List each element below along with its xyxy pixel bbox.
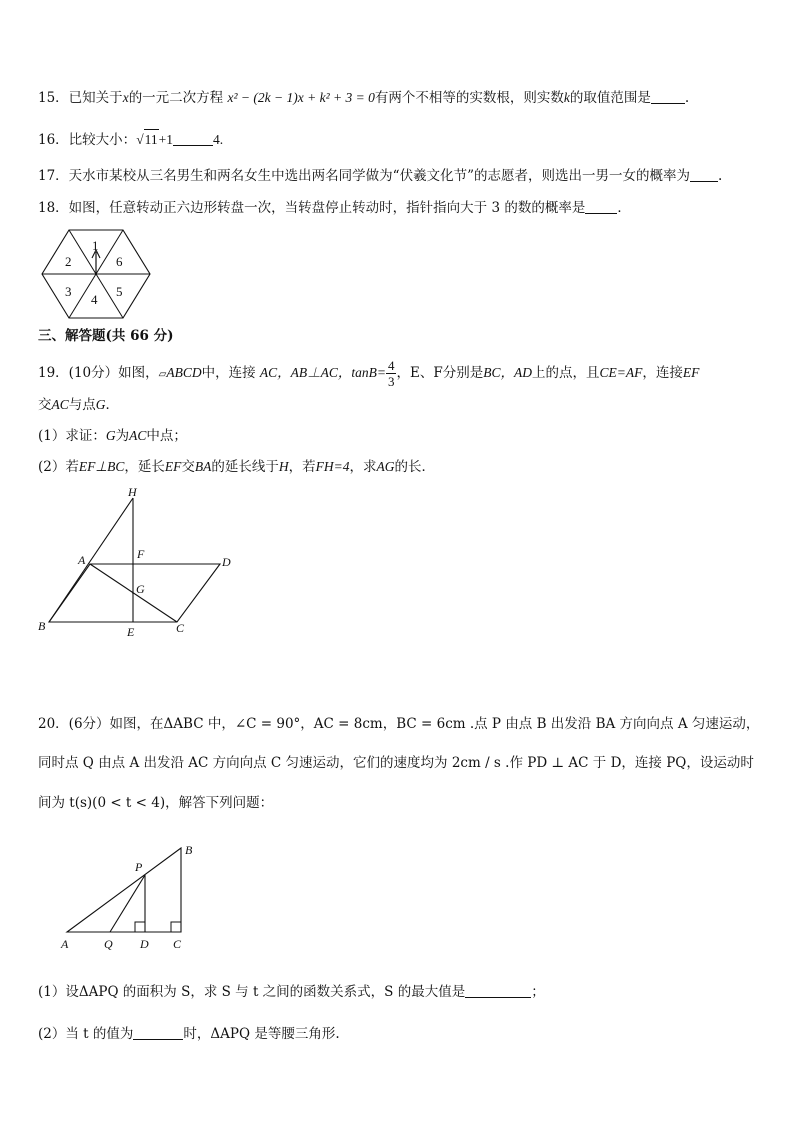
q15-tail: 的取值范围是 <box>569 90 651 106</box>
q19-text-h: CE=AF <box>599 365 643 380</box>
q19-tan-fraction <box>386 358 397 389</box>
question-19-line2 <box>38 395 119 415</box>
q19-p2-b: EF⊥BC <box>78 459 125 474</box>
question-20-part2 <box>38 1024 340 1044</box>
q19-text-f: BC，AD <box>483 365 532 380</box>
q19-abcd: ABCD <box>166 365 202 380</box>
q19-p2-k: ，求 <box>349 459 377 475</box>
question-19-line1 <box>38 358 699 389</box>
hex-label-5: 5 <box>116 284 123 299</box>
question-17 <box>38 166 722 186</box>
q20-part2-text-a: (2）当 t 的值为 <box>38 1026 134 1042</box>
q20-part1-text: (1）设ΔAPQ 的面积为 S，求 S 与 t 之间的函数关系式，S 的最大值是 <box>38 984 466 1000</box>
q19-p2-e: 交 <box>181 459 195 475</box>
q18-text: 18．如图，任意转动正六边形转盘一次，当转盘停止转动时，指针指向大于 3 的数的概率是 <box>38 200 586 216</box>
question-18 <box>38 198 631 218</box>
label-c: C <box>176 621 185 635</box>
q15-prefix: 15．已知关于 <box>38 90 123 106</box>
q19-p2-a: (2）若 <box>38 459 79 475</box>
q19-l2-b: AC <box>51 397 69 412</box>
q19-p1-b: G <box>105 428 116 443</box>
q19-p2-h: H <box>278 459 289 474</box>
q15-answer-blank[interactable] <box>651 89 685 104</box>
q19-text-j: EF <box>682 365 700 380</box>
q19-p1-d: AC <box>129 428 147 443</box>
parallelogram-figure <box>30 482 240 642</box>
q17-end: . <box>717 168 723 184</box>
q15-var-x: x <box>122 90 129 105</box>
q18-end: ． <box>617 200 631 216</box>
q19-conditions: AC，AB⊥AC，tanB= <box>259 365 386 380</box>
q19-l2-a: 交 <box>38 397 52 413</box>
q19-text-i: ，连接 <box>642 365 683 381</box>
q19-p2-m: 的长． <box>394 459 435 475</box>
q19-p2-j: FH=4 <box>315 459 350 474</box>
question-16: 16．比较大小：√11+1 4. <box>38 129 223 150</box>
label-a2: A <box>61 937 69 951</box>
label-e: E <box>127 625 135 639</box>
parallelogram-icon: ▱ <box>158 369 167 380</box>
q19-p1-c: 为 <box>115 428 130 444</box>
right-triangle-figure <box>55 836 215 956</box>
q19-p2-i: ，若 <box>288 459 316 475</box>
question-19-part2 <box>38 457 435 477</box>
label-g: G <box>136 582 145 596</box>
q15-end: . <box>684 90 690 106</box>
hex-label-6: 6 <box>116 254 123 269</box>
question-19-part1 <box>38 426 187 446</box>
label-d: D <box>222 555 231 569</box>
label-b2: B <box>185 843 193 857</box>
q19-p1-a: (1）求证： <box>38 428 106 444</box>
q19-p1-e: 中点； <box>146 428 187 444</box>
q16-radicand: 11 <box>144 129 159 150</box>
hexagon-spinner-figure <box>40 228 152 320</box>
label-q: Q <box>104 937 113 951</box>
q20-part1-end: ； <box>531 984 545 1000</box>
label-a: A <box>78 553 86 567</box>
question-20-line3: 间为 t(s)(0 < t < 4)，解答下列问题： <box>38 795 274 811</box>
q19-frac-num: 4 <box>387 358 395 373</box>
q19-l2-c: 与点 <box>68 397 96 413</box>
question-20-line2: 同时点 Q 由点 A 出发沿 AC 方向向点 C 匀速运动，它们的速度均为 2cm / s .作 PD ⊥ AC 于 D，连接 PQ，设运动时 <box>38 755 754 771</box>
label-c2: C <box>173 937 182 951</box>
question-20-part1 <box>38 982 545 1002</box>
q19-p2-l: AG <box>376 459 395 474</box>
q19-l2-d: G <box>95 397 106 412</box>
q16-end: 4. <box>212 132 224 147</box>
q17-answer-blank[interactable] <box>690 167 718 182</box>
q18-answer-blank[interactable] <box>585 199 617 214</box>
q19-p2-d: EF <box>164 459 182 474</box>
q19-p2-f: BA <box>194 459 212 474</box>
hex-label-2: 2 <box>65 254 72 269</box>
q16-answer-blank[interactable] <box>173 131 213 146</box>
q15-suffix: 有两个不相等的实数根，则实数 <box>374 90 564 106</box>
q15-var-k: k <box>563 90 570 105</box>
question-20-line1: 20．(6分）如图，在ΔABC 中，∠C = 90°，AC = 8cm，BC = 6cm .点 P 由点 B 出发沿 BA 方向向点 A 匀速运动， <box>38 716 760 732</box>
q19-p2-c: ，延长 <box>124 459 165 475</box>
label-b: B <box>38 619 46 633</box>
hex-label-3: 3 <box>65 284 72 299</box>
q17-text: 17．天水市某校从三名男生和两名女生中选出两名同学做为“伏羲文化节”的志愿者，则选出一男一女的概率为 <box>38 168 690 184</box>
q15-equation: x² − (2k − 1)x + k² + 3 = 0 <box>227 90 375 105</box>
q19-l2-e: ． <box>105 397 120 413</box>
section-3-heading: 三、解答题(共 66 分) <box>38 328 174 344</box>
q19-text-g: 上的点，且 <box>531 365 600 381</box>
question-15 <box>38 88 689 108</box>
hex-label-4: 4 <box>91 292 98 307</box>
q16-plus-one: +1 <box>158 132 173 147</box>
q20-part2-text-b: 时，ΔAPQ 是等腰三角形. <box>183 1026 340 1042</box>
hex-label-1: 1 <box>92 238 99 253</box>
q20-part2-answer-blank[interactable] <box>133 1025 183 1040</box>
q15-mid: 的一元二次方程 <box>128 90 224 106</box>
label-d2: D <box>140 937 149 951</box>
q19-p2-g: 的延长线于 <box>211 459 279 475</box>
q19-frac-den: 3 <box>387 374 395 389</box>
q19-text-c: 中，连接 <box>201 365 256 381</box>
q16-prefix: 16．比较大小： <box>38 132 137 148</box>
q19-text-e: ，E、F分别是 <box>396 365 484 381</box>
label-f: F <box>137 547 145 561</box>
label-p: P <box>135 860 143 874</box>
label-h: H <box>128 485 137 499</box>
q20-part1-answer-blank[interactable] <box>465 983 531 998</box>
q19-intro: 19．(10分）如图， <box>38 365 159 381</box>
